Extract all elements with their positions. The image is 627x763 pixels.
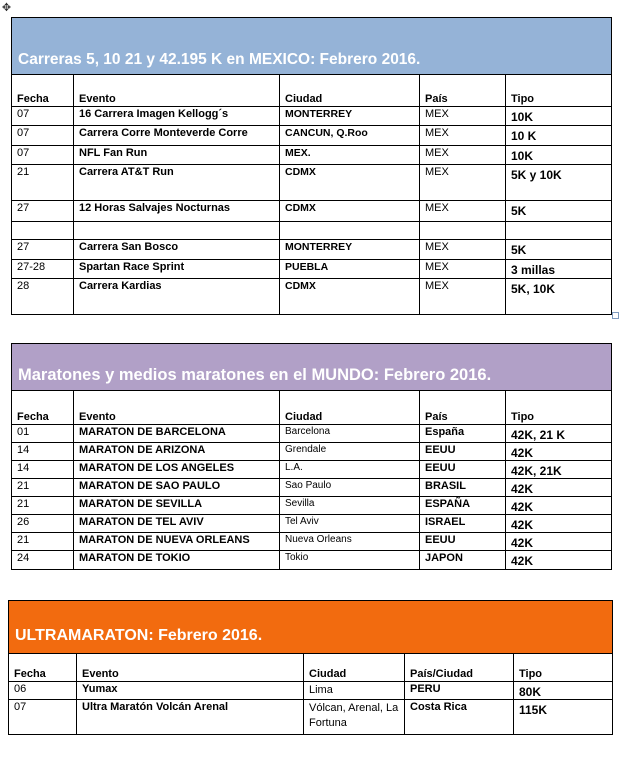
cell-ciudad: Grendale: [280, 443, 420, 461]
cell-ciudad: MONTERREY: [280, 107, 420, 126]
cell-evento: Ultra Maratón Volcán Arenal: [77, 700, 304, 735]
column-header-ciudad: Ciudad: [280, 75, 420, 107]
column-header-pais: País: [420, 75, 506, 107]
cell-pais: BRASIL: [420, 479, 506, 497]
cell-tipo: 42K: [506, 551, 612, 570]
table-mexico-races: [11, 17, 612, 315]
cell-tipo: 10K: [506, 146, 612, 165]
cell-ciudad: CDMX: [280, 279, 420, 315]
cell-tipo: 42K: [506, 479, 612, 497]
cell-pais: ESPAÑA: [420, 497, 506, 515]
cell-pais: MEX: [420, 260, 506, 279]
cell-evento: Carrera Corre Monteverde Corre: [74, 126, 280, 146]
cell-fecha: 06: [9, 682, 77, 700]
cell-evento: MARATON DE TOKIO: [74, 551, 280, 570]
cell-pais: JAPON: [420, 551, 506, 570]
cell-tipo: 10K: [506, 107, 612, 126]
table-row: [12, 551, 612, 570]
cell-fecha: 26: [12, 515, 74, 533]
cell-fecha: 21: [12, 497, 74, 515]
cell-fecha: 14: [12, 461, 74, 479]
cell-tipo: 10 K: [506, 126, 612, 146]
column-header-ciudad: Ciudad: [304, 654, 405, 682]
cell-fecha: 27: [12, 240, 74, 260]
cell-tipo: 115K: [514, 700, 613, 735]
cell-fecha: 24: [12, 551, 74, 570]
cell-ciudad: PUEBLA: [280, 260, 420, 279]
cell-ciudad: Vólcan, Arenal, La Fortuna: [304, 700, 405, 735]
cell-evento: Carrera Kardias: [74, 279, 280, 315]
cell-ciudad: CDMX: [280, 201, 420, 222]
table-row: [12, 165, 612, 201]
cell-evento: Carrera AT&T Run: [74, 165, 280, 201]
table-row: [12, 461, 612, 479]
cell-tipo: 5K: [506, 240, 612, 260]
cell-fecha: 28: [12, 279, 74, 315]
cell-fecha: 21: [12, 165, 74, 201]
column-header-ciudad: Ciudad: [280, 391, 420, 425]
cell-ciudad: Sevilla: [280, 497, 420, 515]
table-row: [12, 279, 612, 315]
column-header-pais: País/Ciudad: [405, 654, 514, 682]
cell-tipo: 42K: [506, 443, 612, 461]
cell-tipo: 42K: [506, 497, 612, 515]
column-header-evento: Evento: [77, 654, 304, 682]
table-row: [12, 443, 612, 461]
cell-fecha: 27-28: [12, 260, 74, 279]
cell-evento: 16 Carrera Imagen Kellogg´s: [74, 107, 280, 126]
table-row: [12, 497, 612, 515]
cell-evento: 12 Horas Salvajes Nocturnas: [74, 201, 280, 222]
cell-fecha: [12, 222, 74, 240]
column-header-evento: Evento: [74, 75, 280, 107]
table-row: [12, 515, 612, 533]
table-row: [9, 700, 613, 735]
table-row: [12, 260, 612, 279]
cell-tipo: [506, 222, 612, 240]
table-title: ULTRAMARATON: Febrero 2016.: [9, 601, 613, 654]
column-header-tipo: Tipo: [506, 75, 612, 107]
cell-pais: MEX: [420, 107, 506, 126]
table-title: Maratones y medios maratones en el MUNDO: Febrero 2016.: [12, 344, 612, 391]
cell-tipo: 42K: [506, 515, 612, 533]
cell-fecha: 14: [12, 443, 74, 461]
cell-pais: MEX: [420, 201, 506, 222]
table-row: [12, 201, 612, 222]
table-row: [9, 682, 613, 700]
table-row: [12, 479, 612, 497]
cell-tipo: 5K y 10K: [506, 165, 612, 201]
cell-evento: MARATON DE LOS ANGELES: [74, 461, 280, 479]
cell-fecha: 07: [9, 700, 77, 735]
cell-pais: MEX: [420, 146, 506, 165]
table-header-row: [9, 654, 613, 682]
cell-pais: MEX: [420, 240, 506, 260]
cell-ciudad: Nueva Orleans: [280, 533, 420, 551]
table-header-row: [12, 391, 612, 425]
cell-ciudad: [280, 222, 420, 240]
table-move-handle-icon[interactable]: ✥: [1, 1, 12, 14]
column-header-fecha: Fecha: [9, 654, 77, 682]
cell-evento: NFL Fan Run: [74, 146, 280, 165]
table-row: [12, 533, 612, 551]
cell-ciudad: L.A.: [280, 461, 420, 479]
cell-evento: MARATON DE SEVILLA: [74, 497, 280, 515]
cell-ciudad: MONTERREY: [280, 240, 420, 260]
cell-pais: [420, 222, 506, 240]
cell-ciudad: Lima: [304, 682, 405, 700]
cell-pais: MEX: [420, 279, 506, 315]
cell-tipo: 42K, 21K: [506, 461, 612, 479]
cell-tipo: 42K: [506, 533, 612, 551]
cell-pais: EEUU: [420, 533, 506, 551]
cell-pais: MEX: [420, 165, 506, 201]
table-row: [12, 126, 612, 146]
table-header-row: [12, 75, 612, 107]
cell-tipo: 42K, 21 K: [506, 425, 612, 443]
cell-fecha: 21: [12, 479, 74, 497]
cell-pais: EEUU: [420, 443, 506, 461]
cell-tipo: 3 millas: [506, 260, 612, 279]
cell-evento: Carrera San Bosco: [74, 240, 280, 260]
cell-evento: MARATON DE SAO PAULO: [74, 479, 280, 497]
cell-fecha: 07: [12, 107, 74, 126]
cell-ciudad: Tel Aviv: [280, 515, 420, 533]
cell-ciudad: CANCUN, Q.Roo: [280, 126, 420, 146]
cell-ciudad: MEX.: [280, 146, 420, 165]
column-header-tipo: Tipo: [506, 391, 612, 425]
table-row: [12, 425, 612, 443]
cell-ciudad: Barcelona: [280, 425, 420, 443]
cell-pais: MEX: [420, 126, 506, 146]
cell-pais: EEUU: [420, 461, 506, 479]
table-row: [12, 146, 612, 165]
cell-pais: España: [420, 425, 506, 443]
column-header-fecha: Fecha: [12, 75, 74, 107]
cell-pais: Costa Rica: [405, 700, 514, 735]
column-header-tipo: Tipo: [514, 654, 613, 682]
table-resize-handle[interactable]: [612, 312, 619, 319]
cell-tipo: 80K: [514, 682, 613, 700]
table-row: [12, 240, 612, 260]
cell-evento: MARATON DE BARCELONA: [74, 425, 280, 443]
column-header-evento: Evento: [74, 391, 280, 425]
cell-evento: Spartan Race Sprint: [74, 260, 280, 279]
cell-ciudad: Tokio: [280, 551, 420, 570]
cell-tipo: 5K: [506, 201, 612, 222]
cell-evento: MARATON DE ARIZONA: [74, 443, 280, 461]
cell-pais: PERU: [405, 682, 514, 700]
cell-fecha: 07: [12, 126, 74, 146]
table-title: Carreras 5, 10 21 y 42.195 K en MEXICO: Febrero 2016.: [12, 18, 612, 75]
cell-fecha: 27: [12, 201, 74, 222]
cell-tipo: 5K, 10K: [506, 279, 612, 315]
cell-fecha: 01: [12, 425, 74, 443]
cell-pais: ISRAEL: [420, 515, 506, 533]
cell-fecha: 07: [12, 146, 74, 165]
table-row: [12, 222, 612, 240]
table-ultramarathons: [8, 600, 613, 735]
cell-evento: [74, 222, 280, 240]
cell-evento: Yumax: [77, 682, 304, 700]
cell-ciudad: Sao Paulo: [280, 479, 420, 497]
table-world-marathons: [11, 343, 612, 570]
cell-evento: MARATON DE NUEVA ORLEANS: [74, 533, 280, 551]
table-row: [12, 107, 612, 126]
cell-ciudad: CDMX: [280, 165, 420, 201]
cell-fecha: 21: [12, 533, 74, 551]
column-header-pais: País: [420, 391, 506, 425]
column-header-fecha: Fecha: [12, 391, 74, 425]
cell-evento: MARATON DE TEL AVIV: [74, 515, 280, 533]
